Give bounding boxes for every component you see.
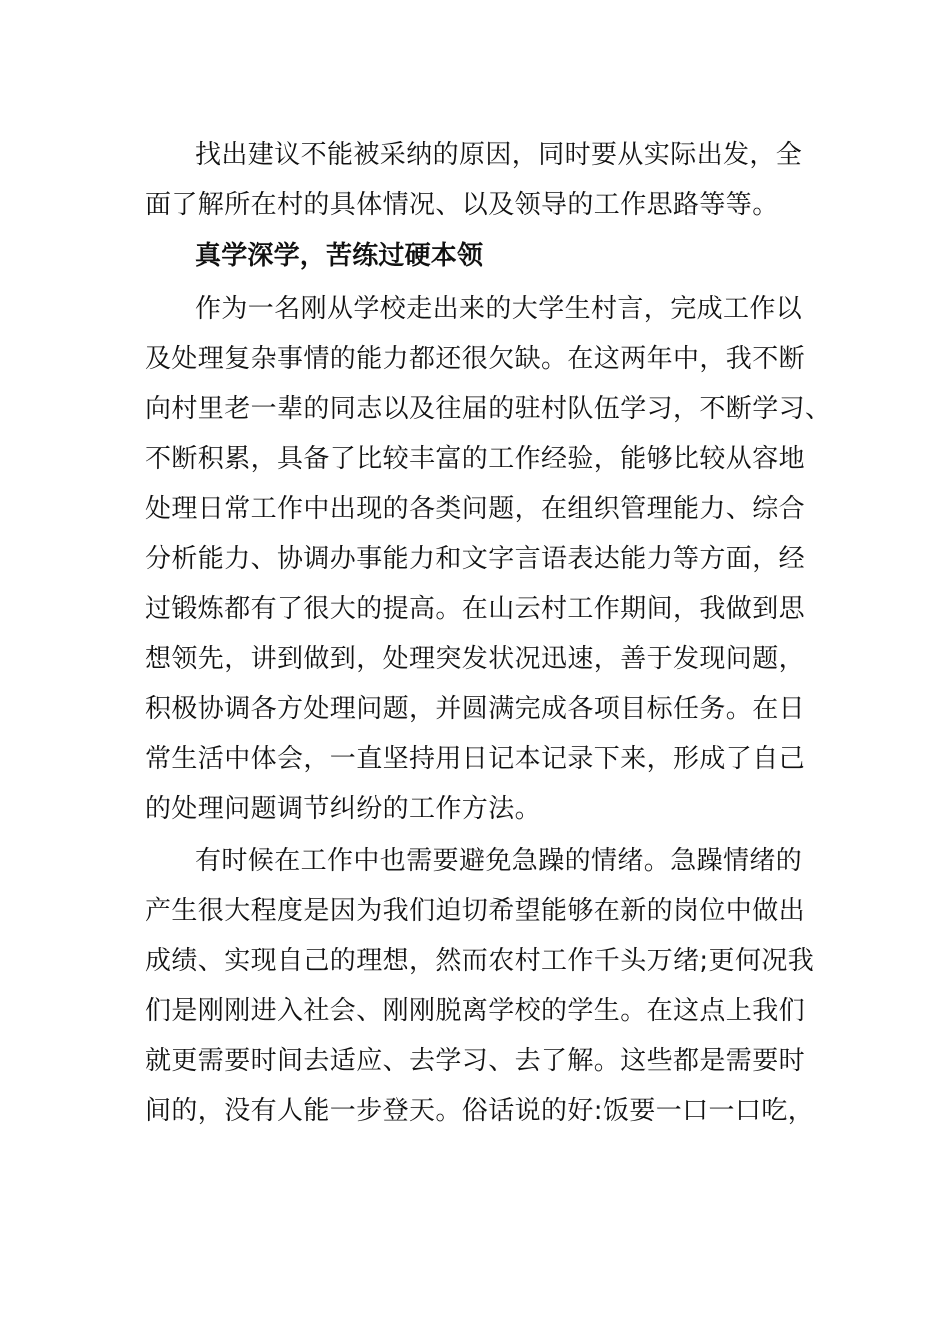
paragraph-2-line-3 [0, 384, 950, 434]
paragraph-3-line-6 [0, 1086, 950, 1136]
paragraph-text: 常生活中体会，一直坚持用日记本记录下来，形成了自己 [145, 744, 806, 774]
paragraph-2-line-5 [0, 484, 950, 534]
paragraph-text: 处理日常工作中出现的各类问题，在组织管理能力、综合 [145, 494, 806, 524]
paragraph-text: 间的，没有人能一步登天。俗话说的好:饭要一口一口吃， [145, 1096, 815, 1126]
paragraph-text: 产生很大程度是因为我们迫切希望能够在新的岗位中做出 [145, 896, 806, 926]
paragraph-text: 找出建议不能被采纳的原因，同时要从实际出发，全 [195, 140, 803, 170]
paragraph-text: 及处理复杂事情的能力都还很欠缺。在这两年中，我不断 [145, 344, 806, 374]
paragraph-text: 们是刚刚进入社会、刚刚脱离学校的学生。在这点上我们 [145, 996, 806, 1026]
paragraph-text: 想领先，讲到做到，处理突发状况迅速，善于发现问题， [145, 644, 806, 674]
paragraph-text: 有时候在工作中也需要避免急躁的情绪。急躁情绪的 [195, 846, 803, 876]
paragraph-text: 分析能力、协调办事能力和文字言语表达能力等方面，经 [145, 544, 806, 574]
paragraph-text: 过锻炼都有了很大的提高。在山云村工作期间，我做到思 [145, 594, 806, 624]
section-heading-text: 真学深学，苦练过硬本领 [195, 241, 484, 271]
paragraph-2-line-7 [0, 584, 950, 634]
paragraph-text: 面了解所在村的具体情况、以及领导的工作思路等等。 [145, 190, 779, 220]
paragraph-text: 作为一名刚从学校走出来的大学生村言，完成工作以 [195, 294, 803, 324]
paragraph-3-line-2 [0, 886, 950, 936]
paragraph-3-line-4 [0, 986, 950, 1036]
paragraph-3-line-3 [0, 936, 950, 986]
paragraph-2-line-4 [0, 434, 950, 484]
paragraph-text: 就更需要时间去适应、去学习、去了解。这些都是需要时 [145, 1046, 806, 1076]
paragraph-2-line-10 [0, 734, 950, 784]
paragraph-text: 不断积累，具备了比较丰富的工作经验，能够比较从容地 [145, 444, 806, 474]
paragraph-text: 向村里老一辈的同志以及往届的驻村队伍学习，不断学习、 [145, 394, 832, 424]
section-heading [0, 231, 950, 281]
paragraph-2-line-9 [0, 684, 950, 734]
paragraph-1-line-2 [0, 180, 950, 230]
paragraph-2-line-11 [0, 784, 950, 834]
paragraph-1-line-1 [0, 130, 950, 180]
paragraph-text: 成绩、实现自己的理想，然而农村工作千头万绪;更何况我 [145, 946, 815, 976]
paragraph-text: 的处理问题调节纠纷的工作方法。 [145, 794, 542, 824]
paragraph-2-line-8 [0, 634, 950, 684]
paragraph-3-line-1 [0, 836, 950, 886]
paragraph-text: 积极协调各方处理问题，并圆满完成各项目标任务。在日 [145, 694, 806, 724]
paragraph-2-line-1 [0, 284, 950, 334]
paragraph-2-line-6 [0, 534, 950, 584]
paragraph-2-line-2 [0, 334, 950, 384]
paragraph-3-line-5 [0, 1036, 950, 1086]
